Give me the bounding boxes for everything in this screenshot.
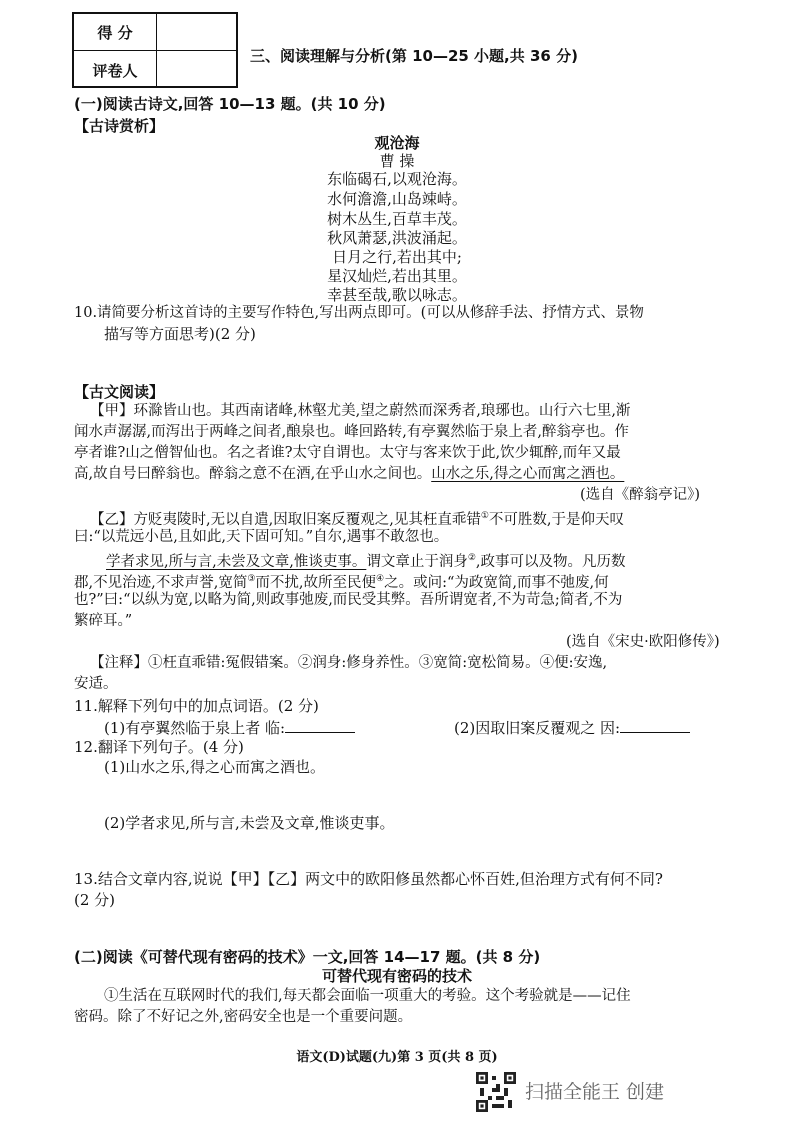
poem-author: 曹 操 xyxy=(379,152,415,170)
prose-tag: 【古文阅读】 xyxy=(74,383,165,401)
score-label: 得 分 xyxy=(97,24,133,42)
footnote-marker: ③ xyxy=(247,574,256,584)
question-13-cont: (2 分) xyxy=(74,891,116,909)
passage-text: 【乙】方贬夷陵时,无以自遣,因取旧案反覆观之,见其枉直乖错 xyxy=(90,511,481,528)
underlined-sentence: 山水之乐,得之心而寓之酒也。 xyxy=(431,466,625,482)
passage-text: 谓文章止于润身 xyxy=(366,553,468,570)
question-10-cont: 描写等方面思考)(2 分) xyxy=(104,325,256,343)
poem-line: 秋风萧瑟,洪波涌起。 xyxy=(327,229,467,247)
page-footer: 语文(D)试题(九)第 3 页(共 8 页) xyxy=(296,1050,498,1065)
answer-blank[interactable] xyxy=(285,718,355,733)
article-paragraph: ①生活在互联网时代的我们,每天都会面临一项重大的考验。这个考验就是——记住 xyxy=(104,988,631,1004)
poem-line: 树木丛生,百草丰茂。 xyxy=(327,210,467,228)
passage-line xyxy=(106,549,626,571)
passage-line: 亭者谁?山之僧智仙也。名之者谁?太守自谓也。太守与客来饮于此,饮少辄醉,而年又最 xyxy=(74,445,621,461)
question-text: (2)因取旧案反覆观之 因: xyxy=(454,719,621,737)
passage-text: 高,故自号曰醉翁也。醉翁之意不在酒,在乎山水之间也。 xyxy=(74,466,432,482)
passage-line: 【甲】环滁皆山也。其西南诸峰,林壑尤美,望之蔚然而深秀者,琅琊也。山行六七里,渐 xyxy=(90,403,631,419)
passage-text: 郡,不见治迹,不求声誉,宽简 xyxy=(74,574,248,591)
footnote-marker: ④ xyxy=(376,574,385,584)
question-text: (1)有亭翼然临于泉上者 临: xyxy=(104,719,286,737)
annotation: 【注释】①枉直乖错:冤假错案。②润身:修身养性。③宽简:宽松简易。④便:安逸, xyxy=(90,655,608,671)
article-title: 可替代现有密码的技术 xyxy=(321,967,472,985)
passage-source: (选自《醉翁亭记》) xyxy=(580,487,701,503)
question-11-1 xyxy=(104,718,355,737)
poem-tag: 【古诗赏析】 xyxy=(74,117,165,135)
answer-blank[interactable] xyxy=(620,718,690,733)
camscanner-watermark: 扫描全能王 创建 xyxy=(525,1081,665,1103)
part2-heading: (二)阅读《可替代现有密码的技术》一文,回答 14—17 题。(共 8 分) xyxy=(74,948,541,966)
section-title: 三、阅读理解与分析(第 10—25 小题,共 36 分) xyxy=(250,47,578,65)
question-12: 12.翻译下列句子。(4 分) xyxy=(74,738,244,756)
passage-line: 繁碎耳。” xyxy=(74,613,133,629)
question-10: 10.请简要分析这首诗的主要写作特色,写出两点即可。(可以从修辞手法、抒情方式、景物 xyxy=(74,305,644,321)
poem-line: 水何澹澹,山岛竦峙。 xyxy=(327,190,467,208)
passage-line: 曰:“以荒远小邑,且如此,天下固可知。”自尔,遇事不敢忽也。 xyxy=(74,529,449,545)
passage-line: 也?”曰:“以纵为宽,以略为简,则政事弛废,而民受其弊。吾所谓宽者,不为苛急;简者,不为 xyxy=(74,592,623,608)
poem-line: 星汉灿烂,若出其里。 xyxy=(327,267,467,285)
question-11-2 xyxy=(454,718,690,737)
passage-text: 而不扰,故所至民便 xyxy=(255,574,377,591)
poem-title: 观沧海 xyxy=(374,134,420,152)
question-11: 11.解释下列句中的加点词语。(2 分) xyxy=(74,697,319,715)
question-12-1: (1)山水之乐,得之心而寓之酒也。 xyxy=(104,758,326,776)
grader-label: 评卷人 xyxy=(92,62,138,80)
poem-line: 东临碣石,以观沧海。 xyxy=(327,170,467,188)
annotation-cont: 安适。 xyxy=(74,676,118,692)
footnote-marker: ① xyxy=(480,511,489,521)
passage-line xyxy=(74,465,624,483)
footnote-marker: ② xyxy=(467,553,476,563)
passage-text: 不可胜数,于是仰天叹 xyxy=(488,511,625,528)
score-box-column-divider xyxy=(156,14,157,86)
score-box xyxy=(72,12,238,88)
underlined-sentence: 学者求见,所与言,未尝及文章,惟谈吏事。 xyxy=(106,553,367,570)
score-box-divider xyxy=(74,50,236,51)
passage-source: (选自《宋史·欧阳修传》) xyxy=(566,634,720,650)
question-12-2: (2)学者求见,所与言,未尝及文章,惟谈吏事。 xyxy=(104,814,395,832)
poem-line: 日月之行,若出其中; xyxy=(332,248,462,266)
passage-line xyxy=(74,570,609,592)
passage-line xyxy=(90,507,624,529)
part1-heading: (一)阅读古诗文,回答 10—13 题。(共 10 分) xyxy=(74,95,386,113)
qr-code-icon xyxy=(476,1072,516,1112)
passage-line: 闻水声潺潺,而泻出于两峰之间者,酿泉也。峰回路转,有亭翼然临于泉上者,醉翁亭也。作 xyxy=(74,424,629,440)
question-13: 13.结合文章内容,说说【甲】【乙】两文中的欧阳修虽然都心怀百姓,但治理方式有何不同? xyxy=(74,870,663,888)
passage-text: 之。或问:“为政宽简,而事不弛废,何 xyxy=(384,574,609,591)
passage-text: ,政事可以及物。凡历数 xyxy=(475,553,626,570)
poem-line: 幸甚至哉,歌以咏志。 xyxy=(327,286,467,304)
article-paragraph-cont: 密码。除了不好记之外,密码安全也是一个重要问题。 xyxy=(74,1009,413,1025)
